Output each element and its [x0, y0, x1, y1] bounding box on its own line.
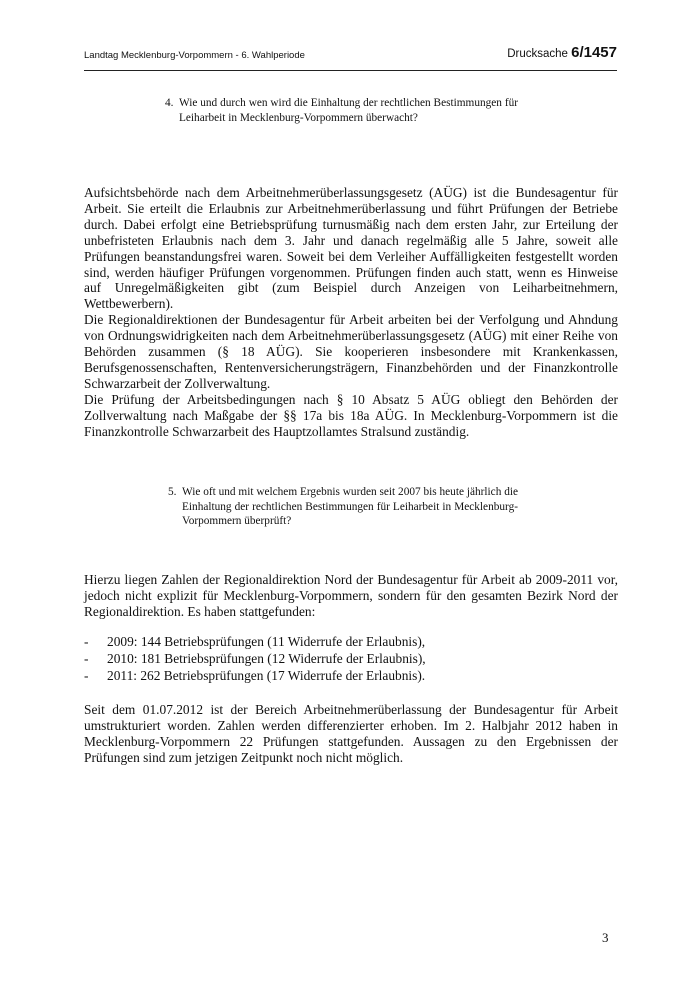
question-5 — [168, 485, 518, 529]
question-text: Wie und durch wen wird die Einhaltung der rechtlichen Bestimmungen für Leiharbeit in Mecklenburg-Vorpommern überwacht? — [179, 97, 518, 124]
list-item-text: 2010: 181 Betriebsprüfungen (12 Widerrufe der Erlaubnis), — [107, 651, 426, 666]
parliament-label: Landtag Mecklenburg-Vorpommern - 6. Wahlperiode — [84, 50, 305, 61]
document-number-value: 6/1457 — [571, 44, 617, 61]
question-text: Wie oft und mit welchem Ergebnis wurden seit 2007 bis heute jährlich die Einhaltung der rechtlichen Bestimmungen für Leiharbeit in Mecklenburg-Vorpommern überprüft? — [182, 486, 518, 527]
answer-5-closing — [84, 702, 618, 766]
header-divider — [84, 70, 617, 71]
list-item — [84, 633, 618, 650]
question-number: 5. — [168, 486, 177, 498]
list-bullet: - — [84, 634, 89, 649]
page-number: 3 — [602, 930, 609, 945]
document-label: Drucksache — [507, 48, 572, 60]
answer-paragraph: Seit dem 01.07.2012 ist der Bereich Arbeitnehmerüberlassung der Bundesagentur für Arbeit umstrukturiert worden. Zahlen werden differenzierter erhoben. Im 2. Halbjahr 2012 haben in Mecklenburg-Vorpommern 22 Prüfungen stattgefunden. Aussagen zu den Ergebnissen der Prüfungen sind zum jetzigen Zeitpunkt noch nicht möglich. — [84, 702, 618, 765]
page-header — [84, 42, 617, 68]
answer-paragraph: Aufsichtsbehörde nach dem Arbeitnehmerüberlassungsgesetz (AÜG) ist die Bundesagentur für Arbeit. Sie erteilt die Erlaubnis zur Arbeitnehmerüberlassung und führt Prüfungen der Betriebe durch. Dabei erfolgt eine Betriebsprüfung turnusmäßig nach dem ersten Jahr, zur Erteilung der unbefristeten Erlaubnis nach dem 3. Jahr und danach regelmäßig alle 5 Jahre, soweit alle Prüfungen beanstandungsfrei waren. Soweit bei dem Verleiher Auffälligkeiten festgestellt worden sind, werden häufiger Prüfungen vorgenommen. Prüfungen finden auch statt, wenn es Hinweise auf Unregelmäßigkeiten gibt (zum Beispiel durch Anzeigen von Leiharbeitnehmern, Wettbewerbern). — [84, 185, 618, 312]
list-item — [84, 650, 618, 667]
list-item — [84, 667, 618, 684]
answer-5-intro — [84, 572, 618, 620]
question-4 — [165, 96, 518, 125]
answer-paragraph: Die Regionaldirektionen der Bundesagentur für Arbeit arbeiten bei der Verfolgung und Ahndung von Ordnungswidrigkeiten nach dem Arbeitnehmerüberlassungsgesetz (AÜG) mit einer Reihe von Behörden zusammen (§ 18 AÜG). Sie kooperieren insbesondere mit Krankenkassen, Berufsgenossenschaften, Rentenversicherungsträgern, Finanzbehörden und der Finanzkontrolle Schwarzarbeit der Zollverwaltung. — [84, 312, 618, 391]
list-item-text: 2009: 144 Betriebsprüfungen (11 Widerrufe der Erlaubnis), — [107, 634, 426, 649]
question-number: 4. — [165, 97, 174, 109]
list-item-text: 2011: 262 Betriebsprüfungen (17 Widerrufe der Erlaubnis). — [107, 668, 426, 683]
answer-paragraph: Die Prüfung der Arbeitsbedingungen nach § 10 Absatz 5 AÜG obliegt den Behörden der Zollverwaltung nach Maßgabe der §§ 17a bis 18a AÜG. In Mecklenburg-Vorpommern ist die Finanzkontrolle Schwarzarbeit des Hauptzollamtes Stralsund zuständig. — [84, 391, 618, 439]
inspection-list — [84, 633, 618, 684]
list-bullet: - — [84, 651, 89, 666]
answer-paragraph: Hierzu liegen Zahlen der Regionaldirektion Nord der Bundesagentur für Arbeit ab 2009-2011 vor, jedoch nicht explizit für Mecklenburg-Vorpommern, sondern für den gesamten Bezirk Nord der Regionaldirektion. Es haben stattgefunden: — [84, 572, 618, 619]
answer-4 — [84, 185, 618, 440]
document-number — [507, 44, 617, 61]
list-bullet: - — [84, 668, 89, 683]
